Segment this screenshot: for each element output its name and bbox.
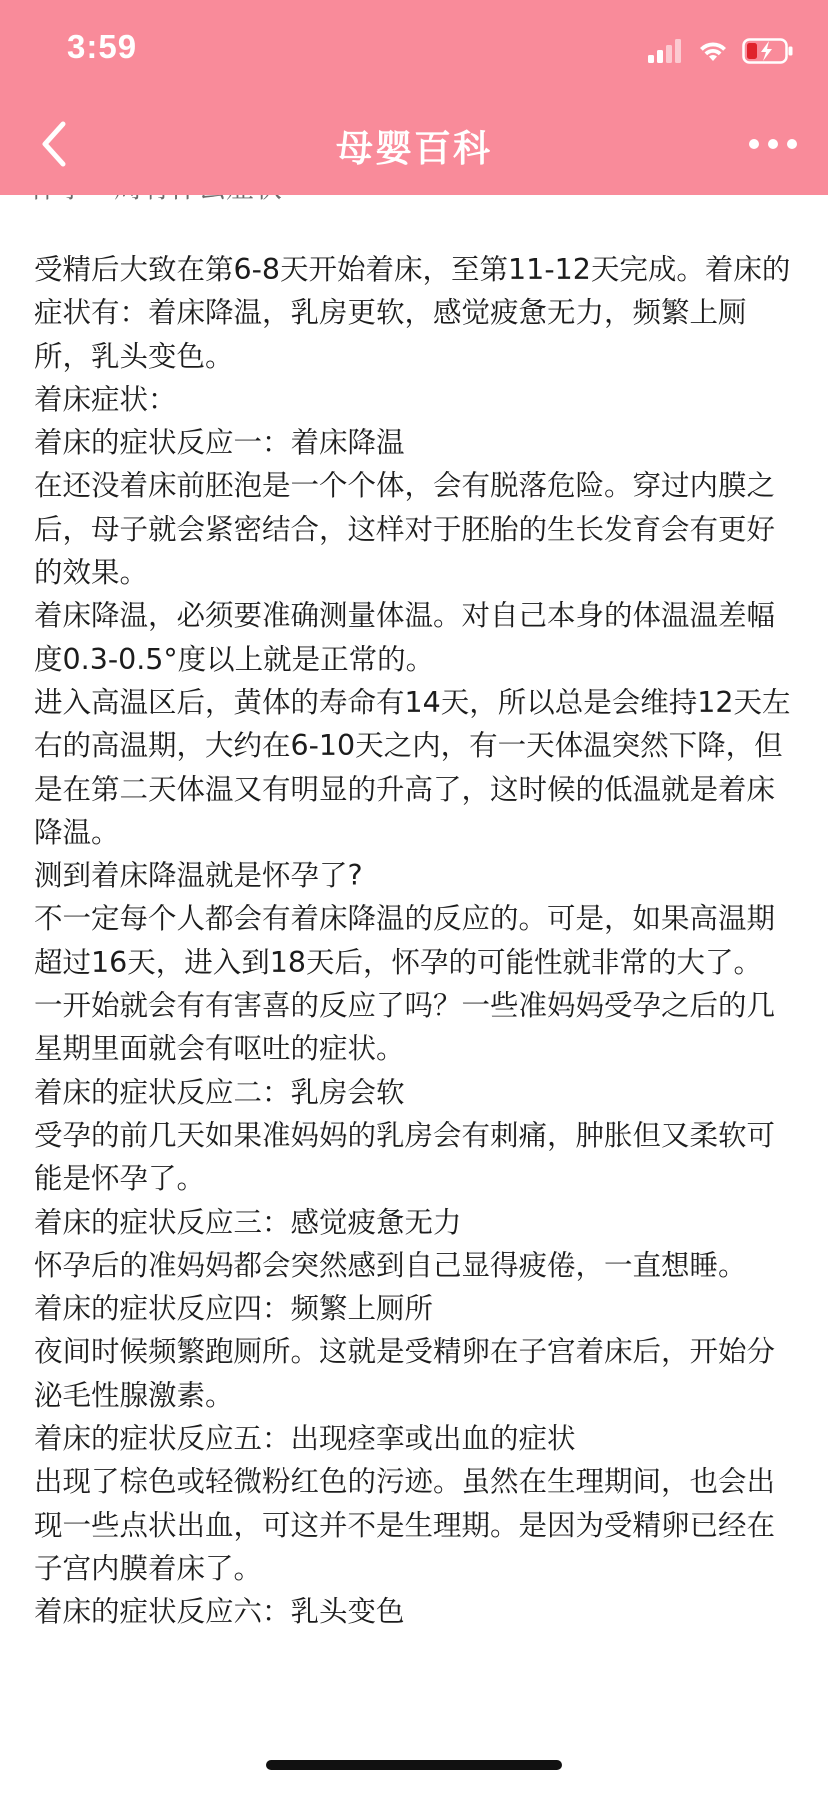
article-body: [34, 248, 796, 1634]
article-paragraph: 夜间时候频繁跑厕所。这就是受精卵在子宫着床后，开始分泌毛性腺激素。: [34, 1335, 776, 1412]
more-button[interactable]: [738, 124, 808, 164]
article-paragraph: 着床的症状反应二：乳房会软: [34, 1075, 405, 1109]
article-paragraph: 着床的症状反应四：频繁上厕所: [34, 1292, 434, 1326]
article-paragraph: 着床的症状反应五：出现痉挛或出血的症状: [34, 1422, 576, 1456]
article-paragraph: 着床的症状反应一：着床降温: [34, 426, 405, 460]
article-paragraph: 不一定每个人都会有着床降温的反应的。可是，如果高温期超过16天，进入到18天后，怀孕的可能性就非常的大了。: [34, 902, 776, 979]
home-indicator[interactable]: [266, 1760, 562, 1770]
article-paragraph: 在还没着床前胚泡是一个个体，会有脱落危险。穿过内膜之后，母子就会紧密结合，这样对于胚胎的生长发育会有更好的效果。: [34, 469, 776, 590]
article-paragraph: 出现了棕色或轻微粉红色的污迹。虽然在生理期间，也会出现一些点状出血，可这并不是生理期。是因为受精卵已经在子宫内膜着床了。: [34, 1465, 776, 1585]
article-paragraph: 着床降温，必须要准确测量体温。对自己本身的体温温差幅度0.3-0.5°度以上就是正常的。: [34, 599, 776, 676]
article-paragraph: 着床的症状反应三：感觉疲惫无力: [34, 1205, 462, 1239]
article-paragraph: 受孕的前几天如果准妈妈的乳房会有刺痛，肿胀但又柔软可能是怀孕了。: [34, 1118, 776, 1196]
article-paragraph: 着床的症状反应六：乳头变色: [34, 1595, 405, 1629]
article-paragraph: 一开始就会有有害喜的反应了吗？一些准妈妈受孕之后的几星期里面就会有呕吐的症状。: [34, 989, 776, 1066]
wifi-icon: [698, 39, 728, 63]
status-time: 3:59: [67, 28, 138, 65]
article-paragraph: 受精后大致在第6-8天开始着床，至第11-12天完成。着床的症状有：着床降温，乳房更软，感觉疲惫无力，频繁上厕所，乳头变色。: [34, 253, 791, 373]
top-bar: [0, 0, 828, 195]
status-icons: [648, 38, 794, 64]
article-paragraph: 测到着床降温就是怀孕了?: [34, 859, 363, 893]
more-dots-icon: [748, 138, 798, 150]
page-title: 母婴百科: [336, 127, 492, 170]
article-paragraph: 着床症状：: [34, 382, 177, 416]
battery-charging-icon: [742, 38, 794, 64]
article-paragraph: 怀孕后的准妈妈都会突然感到自己显得疲倦，一直想睡。: [34, 1248, 747, 1282]
article-paragraph: 进入高温区后，黄体的寿命有14天，所以总是会维持12天左右的高温期，大约在6-10天之内，有一天体温突然下降，但是在第二天体温又有明显的升高了，这时候的低温就是着床降温。: [34, 685, 791, 849]
signal-icon: [648, 39, 684, 63]
